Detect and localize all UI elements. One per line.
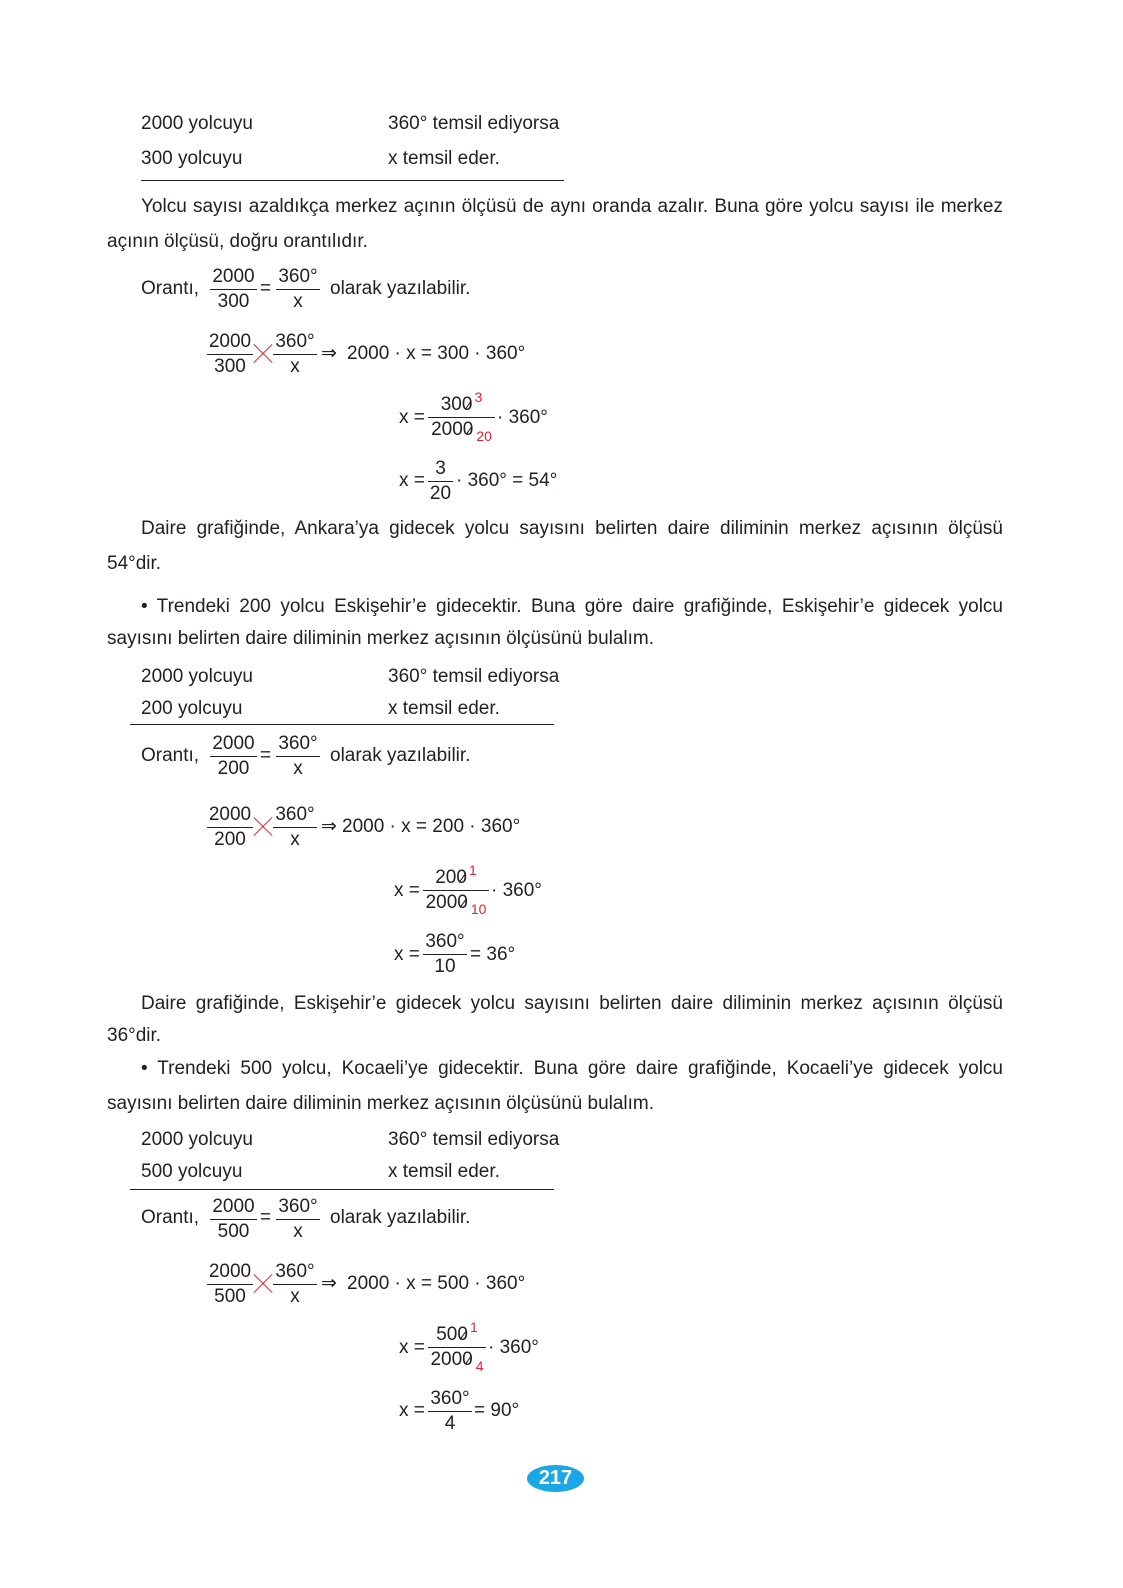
proportion-label: Orantı, — [141, 745, 200, 766]
table-cell: 300 yolcuyu — [141, 148, 243, 169]
equation-rhs: · 360° — [491, 880, 542, 901]
fraction: 300 $^3$ 2000 $_{20}$ — [428, 394, 495, 441]
table-cell: x temsil eder. — [388, 698, 500, 719]
cancelled-digit: 0 — [456, 867, 467, 888]
equation-lhs: x = — [399, 1337, 425, 1358]
table-cell: 2000 yolcuyu — [141, 113, 253, 134]
table-cell: x temsil eder. — [388, 1161, 500, 1182]
fraction: 360° x — [273, 331, 317, 378]
table-cell: 360° temsil ediyorsa — [388, 1129, 560, 1150]
cancelled-digit: 0 — [457, 892, 468, 913]
equation: 2000 · x = 200 · 360° — [342, 816, 521, 837]
bullet-paragraph: • Trendeki 500 yolcu, Kocaeli’ye gidecektir. Buna göre daire grafiğinde, Kocaeli’ye gidecek yolcu sayısını belirten daire diliminin merkez açısının ölçüsünü bulalım. — [107, 1058, 1003, 1114]
fraction: 200 $^1$ 2000 $_{10}$ — [423, 867, 489, 914]
reduced-value: 1 — [468, 862, 477, 878]
implies-icon: ⇒ — [321, 816, 337, 837]
equation-lhs: x = — [399, 470, 425, 491]
divider — [130, 724, 554, 725]
table-cell: x temsil eder. — [388, 148, 500, 169]
fraction: 360° 4 — [428, 1388, 472, 1435]
page-number-badge: 217 — [527, 1465, 584, 1492]
fraction: 360° x — [276, 266, 320, 313]
equation-rhs: · 360° = 54° — [456, 470, 558, 491]
equals: = — [260, 278, 272, 299]
implies-icon: ⇒ — [321, 1273, 337, 1294]
cross-multiply-icon — [252, 343, 274, 365]
reduced-value: 3 — [474, 389, 483, 405]
equals: = — [260, 745, 272, 766]
fraction: 360° x — [276, 733, 320, 780]
reduced-value: 1 — [469, 1319, 478, 1335]
cancelled-digit: 0 — [462, 419, 474, 440]
table-cell: 360° temsil ediyorsa — [388, 113, 560, 134]
divider — [130, 1189, 554, 1190]
table-cell: 2000 yolcuyu — [141, 1129, 253, 1150]
cross-multiply-icon — [252, 816, 274, 838]
equals: = — [260, 1207, 272, 1228]
fraction: 3 20 — [429, 458, 452, 504]
proportion-suffix: olarak yazılabilir. — [330, 745, 471, 766]
fraction: 2000 500 — [208, 1261, 252, 1307]
equation: 2000 · x = 500 · 360° — [347, 1273, 526, 1294]
fraction: 360° x — [273, 1261, 317, 1308]
cancelled-digit: 0 — [457, 1324, 468, 1345]
reduced-value: 10 — [470, 901, 487, 917]
equation-rhs: = 90° — [474, 1400, 520, 1421]
proportion-suffix: olarak yazılabilir. — [330, 278, 471, 299]
table-cell: 500 yolcuyu — [141, 1161, 243, 1182]
fraction: 2000 200 — [208, 804, 252, 850]
cancelled-digit: 0 — [461, 394, 473, 415]
equation-lhs: x = — [394, 880, 420, 901]
fraction: 360° x — [276, 1196, 320, 1243]
equation-lhs: x = — [394, 944, 420, 965]
table-cell: 360° temsil ediyorsa — [388, 666, 560, 687]
equation: 2000 · x = 300 · 360° — [347, 343, 526, 364]
cross-multiply-icon — [252, 1273, 274, 1295]
cancelled-digit: 0 — [462, 1349, 473, 1370]
divider — [141, 180, 564, 181]
fraction: 2000 200 — [210, 733, 257, 780]
proportion-suffix: olarak yazılabilir. — [330, 1207, 471, 1228]
paragraph: Daire grafiğinde, Eskişehir’e gidecek yolcu sayısını belirten daire diliminin merkez açısının ölçüsü 36°dir. — [107, 993, 1003, 1046]
fraction: 500 $^1$ 2000 $_4$ — [428, 1324, 486, 1371]
table-cell: 200 yolcuyu — [141, 698, 243, 719]
equation-rhs: = 36° — [470, 944, 516, 965]
equation-lhs: x = — [399, 1400, 425, 1421]
fraction: 2000 300 — [210, 266, 257, 313]
proportion-label: Orantı, — [141, 278, 200, 299]
bullet-paragraph: • Trendeki 200 yolcu Eskişehir’e gidecektir. Buna göre daire grafiğinde, Eskişehir’e gidecek yolcu sayısını belirten daire diliminin merkez açısının ölçüsünü bulalım. — [107, 596, 1003, 649]
paragraph: Daire grafiğinde, Ankara’ya gidecek yolcu sayısını belirten daire diliminin merkez açısının ölçüsü 54°dir. — [107, 518, 1003, 574]
fraction: 360° 10 — [423, 931, 467, 978]
fraction: 2000 500 — [210, 1196, 257, 1243]
reduced-value: 20 — [476, 428, 492, 444]
implies-icon: ⇒ — [321, 343, 337, 364]
fraction: 2000 300 — [208, 331, 252, 377]
reduced-value: 4 — [475, 1358, 484, 1374]
fraction: 360° x — [273, 804, 317, 851]
proportion-label: Orantı, — [141, 1207, 200, 1228]
table-cell: 2000 yolcuyu — [141, 666, 253, 687]
paragraph: Yolcu sayısı azaldıkça merkez açının ölçüsü de aynı oranda azalır. Buna göre yolcu sayısı ile merkez açının ölçüsü, doğru orantılıdır. — [107, 196, 1003, 252]
equation-lhs: x = — [399, 407, 425, 428]
equation-rhs: · 360° — [497, 407, 548, 428]
equation-rhs: · 360° — [488, 1337, 539, 1358]
